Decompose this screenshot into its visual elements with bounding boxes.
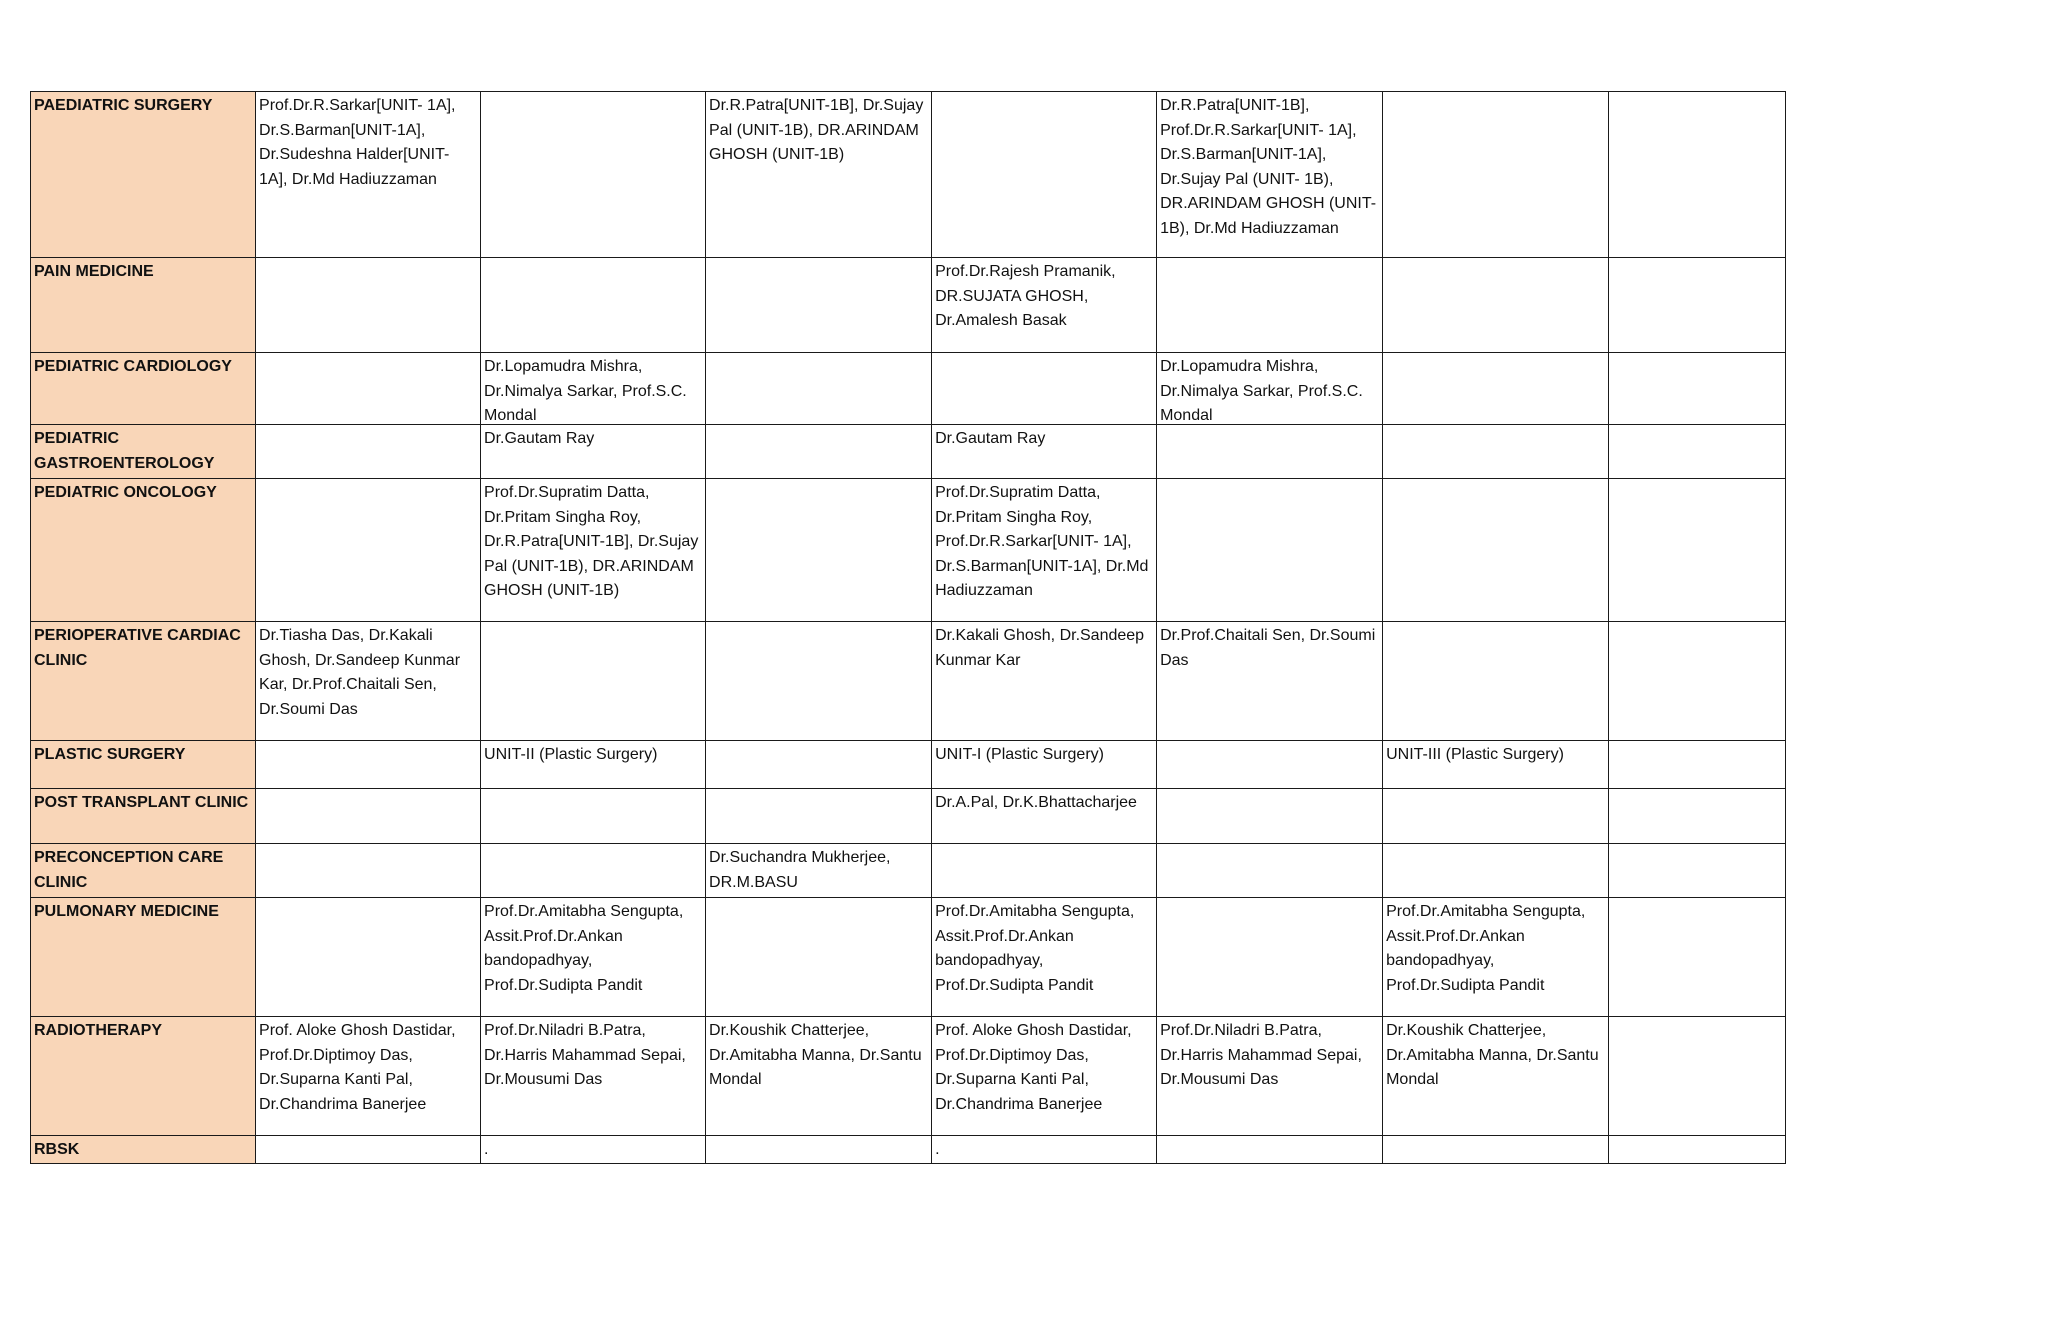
doctors-text <box>1386 260 1605 352</box>
department-label: PEDIATRIC GASTROENTEROLOGY <box>34 430 215 472</box>
schedule-cell <box>481 844 706 898</box>
doctors-text <box>1160 260 1379 352</box>
doctors-text <box>1160 900 1379 1016</box>
department-cell <box>31 844 256 898</box>
schedule-cell <box>256 479 481 622</box>
doctors-text <box>1612 791 1782 843</box>
doctors-text <box>709 427 928 478</box>
table-row <box>31 789 1786 844</box>
schedule-cell <box>1609 425 1786 479</box>
schedule-cell <box>481 92 706 258</box>
schedule-cell <box>932 479 1157 622</box>
doctors-text <box>1386 481 1605 621</box>
doctors-text: Dr.Koushik Chatterjee, Dr.Amitabha Manna, Dr.Santu Mondal <box>709 1022 922 1088</box>
schedule-cell <box>932 898 1157 1017</box>
schedule-cell <box>256 1017 481 1136</box>
schedule-cell <box>932 1017 1157 1136</box>
schedule-cell <box>1383 92 1609 258</box>
schedule-cell <box>706 844 932 898</box>
doctors-text <box>709 624 928 740</box>
table-row <box>31 1017 1786 1136</box>
schedule-cell <box>1383 741 1609 789</box>
doctors-text <box>259 846 477 897</box>
department-cell <box>31 898 256 1017</box>
schedule-cell <box>481 425 706 479</box>
schedule-cell <box>1609 479 1786 622</box>
schedule-cell <box>932 258 1157 353</box>
doctors-text: Prof. Aloke Ghosh Dastidar, Prof.Dr.Diptimoy Das, Dr.Suparna Kanti Pal, Dr.Chandrima Banerjee <box>935 1022 1132 1113</box>
doctors-text <box>259 1138 477 1163</box>
doctors-text: Prof.Dr.Supratim Datta, Dr.Pritam Singha Roy, Prof.Dr.R.Sarkar[UNIT- 1A], Dr.S.Barman[UNIT-1A], Dr.Md Hadiuzzaman <box>935 484 1149 599</box>
schedule-cell <box>256 425 481 479</box>
schedule-cell <box>1157 479 1383 622</box>
department-cell <box>31 92 256 258</box>
schedule-cell <box>706 258 932 353</box>
doctors-text <box>1386 427 1605 478</box>
doctors-text <box>709 1138 928 1163</box>
schedule-cell <box>1383 258 1609 353</box>
schedule-cell <box>1383 789 1609 844</box>
schedule-cell <box>932 622 1157 741</box>
schedule-cell <box>481 1136 706 1164</box>
doctors-text <box>1612 94 1782 257</box>
doctors-text <box>259 355 477 424</box>
doctors-text: . <box>935 1141 940 1158</box>
department-cell <box>31 353 256 425</box>
doctors-text <box>1386 355 1605 424</box>
doctors-text: Dr.R.Patra[UNIT-1B], Prof.Dr.R.Sarkar[UNIT- 1A], Dr.S.Barman[UNIT-1A], Dr.Sujay Pal (UNIT- 1B), DR.ARINDAM GHOSH (UNIT-1B), Dr.Md Hadiuzzaman <box>1160 97 1377 237</box>
schedule-cell <box>1157 1017 1383 1136</box>
doctors-text: Dr.Koushik Chatterjee, Dr.Amitabha Manna, Dr.Santu Mondal <box>1386 1022 1599 1088</box>
department-cell <box>31 479 256 622</box>
doctors-text: Dr.R.Patra[UNIT-1B], Dr.Sujay Pal (UNIT-1B), DR.ARINDAM GHOSH (UNIT-1B) <box>709 97 924 163</box>
doctors-text <box>709 791 928 843</box>
schedule-cell <box>706 92 932 258</box>
table-row <box>31 741 1786 789</box>
schedule-cell <box>706 622 932 741</box>
department-label: PLASTIC SURGERY <box>34 746 186 763</box>
schedule-cell <box>1383 1136 1609 1164</box>
doctors-text: Prof.Dr.Niladri B.Patra, Dr.Harris Mahammad Sepai, Dr.Mousumi Das <box>484 1022 686 1088</box>
doctors-text: Dr.Lopamudra Mishra, Dr.Nimalya Sarkar, Prof.S.C. Mondal <box>484 358 687 424</box>
doctors-text <box>1386 846 1605 897</box>
doctors-text <box>259 791 477 843</box>
table-row <box>31 479 1786 622</box>
doctors-text: Prof.Dr.Amitabha Sengupta, Assit.Prof.Dr.Ankan bandopadhyay, Prof.Dr.Sudipta Pandit <box>1386 903 1586 994</box>
schedule-cell <box>1609 844 1786 898</box>
doctors-text: Dr.Tiasha Das, Dr.Kakali Ghosh, Dr.Sandeep Kunmar Kar, Dr.Prof.Chaitali Sen, Dr.Soumi Das <box>259 627 461 718</box>
schedule-cell <box>256 898 481 1017</box>
doctors-text <box>1386 1138 1605 1163</box>
department-label: PERIOPERATIVE CARDIAC CLINIC <box>34 627 241 669</box>
schedule-cell <box>256 92 481 258</box>
doctors-text <box>1612 427 1782 478</box>
schedule-cell <box>481 789 706 844</box>
department-cell <box>31 425 256 479</box>
department-label: RBSK <box>34 1141 80 1158</box>
doctors-text <box>709 900 928 1016</box>
schedule-cell <box>932 425 1157 479</box>
schedule-cell <box>1157 1136 1383 1164</box>
schedule-cell <box>706 1017 932 1136</box>
schedule-cell <box>481 258 706 353</box>
schedule-cell <box>481 741 706 789</box>
doctors-text <box>259 743 477 788</box>
schedule-cell <box>706 789 932 844</box>
schedule-cell <box>1157 898 1383 1017</box>
schedule-cell <box>1609 1136 1786 1164</box>
doctors-text <box>259 260 477 352</box>
department-cell <box>31 258 256 353</box>
doctors-text <box>1612 743 1782 788</box>
department-label: PRECONCEPTION CARE CLINIC <box>34 849 224 891</box>
doctors-text <box>1612 900 1782 1016</box>
schedule-cell <box>1609 92 1786 258</box>
schedule-cell <box>1157 425 1383 479</box>
schedule-cell <box>1609 258 1786 353</box>
schedule-cell <box>1609 789 1786 844</box>
schedule-cell <box>256 353 481 425</box>
schedule-cell <box>256 258 481 353</box>
schedule-cell <box>706 425 932 479</box>
doctors-text <box>1612 260 1782 352</box>
doctors-text: UNIT-II (Plastic Surgery) <box>484 746 658 763</box>
table-row <box>31 92 1786 258</box>
table-row <box>31 622 1786 741</box>
doctors-text: UNIT-III (Plastic Surgery) <box>1386 746 1564 763</box>
schedule-cell <box>1157 353 1383 425</box>
table-row <box>31 898 1786 1017</box>
doctors-text: Prof.Dr.Amitabha Sengupta, Assit.Prof.Dr.Ankan bandopadhyay, Prof.Dr.Sudipta Pandit <box>484 903 684 994</box>
schedule-cell <box>1609 622 1786 741</box>
schedule-cell <box>481 353 706 425</box>
schedule-cell <box>1383 622 1609 741</box>
schedule-cell <box>256 1136 481 1164</box>
schedule-cell <box>932 1136 1157 1164</box>
schedule-cell <box>706 479 932 622</box>
department-cell <box>31 741 256 789</box>
schedule-cell <box>1157 789 1383 844</box>
department-label: PEDIATRIC ONCOLOGY <box>34 484 217 501</box>
doctors-text: Prof.Dr.Rajesh Pramanik, DR.SUJATA GHOSH, Dr.Amalesh Basak <box>935 263 1116 329</box>
table-row <box>31 353 1786 425</box>
schedule-cell <box>1157 844 1383 898</box>
department-label: POST TRANSPLANT CLINIC <box>34 794 249 811</box>
doctors-text <box>709 355 928 424</box>
department-label: PAIN MEDICINE <box>34 263 154 280</box>
doctors-text <box>259 900 477 1016</box>
doctors-text <box>1612 624 1782 740</box>
schedule-cell <box>706 898 932 1017</box>
schedule-cell <box>481 622 706 741</box>
doctors-text <box>935 846 1153 897</box>
doctors-text <box>1160 846 1379 897</box>
table-row <box>31 844 1786 898</box>
schedule-cell <box>1383 425 1609 479</box>
doctors-text <box>935 94 1153 257</box>
doctors-text <box>1612 846 1782 897</box>
schedule-cell <box>932 741 1157 789</box>
doctors-text: Dr.Gautam Ray <box>484 430 595 447</box>
department-cell <box>31 1136 256 1164</box>
department-label: PULMONARY MEDICINE <box>34 903 219 920</box>
doctors-text <box>1160 743 1379 788</box>
doctors-text <box>259 481 477 621</box>
schedule-cell <box>932 353 1157 425</box>
doctors-text <box>484 94 702 257</box>
doctors-text <box>1386 94 1605 257</box>
schedule-cell <box>1383 1017 1609 1136</box>
schedule-cell <box>932 789 1157 844</box>
doctors-text <box>1612 1138 1782 1163</box>
doctors-text <box>709 260 928 352</box>
department-label: RADIOTHERAPY <box>34 1022 163 1039</box>
doctors-text: Prof.Dr.Amitabha Sengupta, Assit.Prof.Dr.Ankan bandopadhyay, Prof.Dr.Sudipta Pandit <box>935 903 1135 994</box>
schedule-cell <box>1609 898 1786 1017</box>
doctors-text <box>484 846 702 897</box>
schedule-cell <box>1383 898 1609 1017</box>
doctors-text: Dr.Kakali Ghosh, Dr.Sandeep Kunmar Kar <box>935 627 1145 669</box>
doctors-text: Prof.Dr.R.Sarkar[UNIT- 1A], Dr.S.Barman[UNIT-1A], Dr.Sudeshna Halder[UNIT-1A], Dr.Md Hadiuzzaman <box>259 97 456 188</box>
opd-roster-table <box>30 91 1786 1164</box>
table-row <box>31 1136 1786 1164</box>
doctors-text: Dr.Lopamudra Mishra, Dr.Nimalya Sarkar, Prof.S.C. Mondal <box>1160 358 1363 424</box>
table-row <box>31 258 1786 353</box>
schedule-cell <box>1609 741 1786 789</box>
department-cell <box>31 622 256 741</box>
department-label: PAEDIATRIC SURGERY <box>34 97 213 114</box>
doctors-text <box>484 624 702 740</box>
schedule-cell <box>1383 844 1609 898</box>
doctors-text <box>709 481 928 621</box>
schedule-cell <box>1157 622 1383 741</box>
schedule-cell <box>932 92 1157 258</box>
schedule-cell <box>256 789 481 844</box>
schedule-cell <box>706 741 932 789</box>
doctors-text <box>709 743 928 788</box>
schedule-cell <box>1609 1017 1786 1136</box>
schedule-cell <box>481 1017 706 1136</box>
doctors-text <box>484 791 702 843</box>
doctors-text <box>259 427 477 478</box>
department-label: PEDIATRIC CARDIOLOGY <box>34 358 232 375</box>
doctors-text <box>1612 481 1782 621</box>
schedule-cell <box>1157 741 1383 789</box>
department-cell <box>31 789 256 844</box>
doctors-text <box>1160 791 1379 843</box>
doctors-text <box>1160 481 1379 621</box>
doctors-text <box>1612 1019 1782 1135</box>
doctors-text <box>1386 624 1605 740</box>
doctors-text <box>935 355 1153 424</box>
schedule-cell <box>256 741 481 789</box>
schedule-cell <box>1609 353 1786 425</box>
doctors-text <box>1160 427 1379 478</box>
schedule-cell <box>932 844 1157 898</box>
schedule-cell <box>256 844 481 898</box>
doctors-text: UNIT-I (Plastic Surgery) <box>935 746 1104 763</box>
doctors-text <box>484 260 702 352</box>
schedule-cell <box>481 479 706 622</box>
department-cell <box>31 1017 256 1136</box>
table-row <box>31 425 1786 479</box>
doctors-text: Dr.Prof.Chaitali Sen, Dr.Soumi Das <box>1160 627 1376 669</box>
doctors-text: Prof. Aloke Ghosh Dastidar, Prof.Dr.Diptimoy Das, Dr.Suparna Kanti Pal, Dr.Chandrima Banerjee <box>259 1022 456 1113</box>
doctors-text <box>1160 1138 1379 1163</box>
schedule-cell <box>706 353 932 425</box>
schedule-cell <box>1157 92 1383 258</box>
doctors-text: Prof.Dr.Niladri B.Patra, Dr.Harris Mahammad Sepai, Dr.Mousumi Das <box>1160 1022 1362 1088</box>
doctors-text: Prof.Dr.Supratim Datta, Dr.Pritam Singha Roy, Dr.R.Patra[UNIT-1B], Dr.Sujay Pal (UNIT-1B), DR.ARINDAM GHOSH (UNIT-1B) <box>484 484 699 599</box>
schedule-cell <box>1383 353 1609 425</box>
doctors-text <box>1612 355 1782 424</box>
doctors-text <box>1386 791 1605 843</box>
doctors-text: . <box>484 1141 489 1158</box>
schedule-cell <box>256 622 481 741</box>
schedule-cell <box>1157 258 1383 353</box>
doctors-text: Dr.A.Pal, Dr.K.Bhattacharjee <box>935 794 1137 811</box>
schedule-cell <box>1383 479 1609 622</box>
schedule-cell <box>706 1136 932 1164</box>
doctors-text: Dr.Gautam Ray <box>935 430 1046 447</box>
doctors-text: Dr.Suchandra Mukherjee, DR.M.BASU <box>709 849 891 891</box>
schedule-cell <box>481 898 706 1017</box>
